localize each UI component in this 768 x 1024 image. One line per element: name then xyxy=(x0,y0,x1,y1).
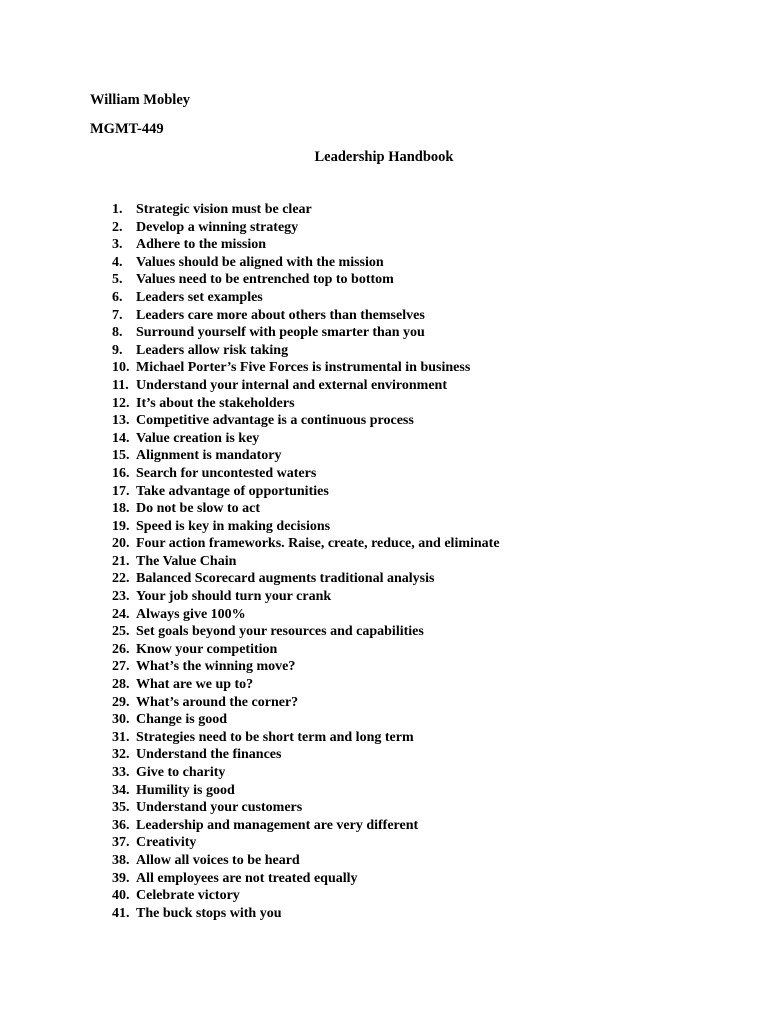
list-item-text: Humility is good xyxy=(136,782,235,798)
list-item xyxy=(112,289,500,307)
list-item-number: 23. xyxy=(112,589,130,605)
list-item xyxy=(112,236,500,254)
list-item xyxy=(112,887,500,905)
list-item xyxy=(112,342,500,360)
list-item-text: Know your competition xyxy=(136,641,278,657)
list-item-text: Understand your customers xyxy=(136,800,303,816)
list-item xyxy=(112,447,500,465)
list-item-number: 38. xyxy=(112,852,130,868)
list-item-number: 1. xyxy=(112,202,123,217)
page-title: Leadership Handbook xyxy=(314,149,454,165)
list-item-text: What’s around the corner? xyxy=(136,694,299,710)
list-item-text: The Value Chain xyxy=(136,553,237,569)
list-item xyxy=(112,412,500,430)
list-item-text: Speed is key in making decisions xyxy=(136,518,331,534)
list-item xyxy=(112,782,500,800)
list-item-number: 5. xyxy=(112,272,123,288)
list-item-number: 29. xyxy=(112,694,130,710)
list-item-text: Values should be aligned with the mission xyxy=(136,254,384,270)
list-item-text: Leadership and management are very different xyxy=(136,817,419,833)
list-item-number: 13. xyxy=(112,413,130,429)
list-item-text: It’s about the stakeholders xyxy=(136,395,295,411)
list-item-number: 27. xyxy=(112,659,130,675)
list-item-number: 39. xyxy=(112,870,130,886)
list-item xyxy=(112,606,500,624)
list-item-text: Leaders set examples xyxy=(136,289,263,305)
list-item xyxy=(112,201,500,219)
list-item xyxy=(112,570,500,588)
list-item xyxy=(112,694,500,712)
list-item-text: Competitive advantage is a continuous process xyxy=(136,413,414,429)
list-item-number: 18. xyxy=(112,501,130,517)
list-item-text: Alignment is mandatory xyxy=(136,448,282,464)
list-item xyxy=(112,307,500,325)
list-item-number: 35. xyxy=(112,800,130,816)
list-item-number: 41. xyxy=(112,905,130,921)
list-item xyxy=(112,377,500,395)
list-item xyxy=(112,905,500,923)
list-item-text: Always give 100% xyxy=(136,606,246,622)
list-item-text: Leaders care more about others than themselves xyxy=(136,307,425,323)
list-item xyxy=(112,676,500,694)
list-item-number: 17. xyxy=(112,483,130,499)
author-name: William Mobley xyxy=(90,92,191,108)
list-item xyxy=(112,483,500,501)
list-item-number: 15. xyxy=(112,448,130,464)
list-item-number: 6. xyxy=(112,289,123,305)
list-item-text: Search for uncontested waters xyxy=(136,465,317,481)
list-item xyxy=(112,535,500,553)
list-item xyxy=(112,254,500,272)
list-item-number: 24. xyxy=(112,606,130,622)
list-item-number: 4. xyxy=(112,254,123,270)
list-item-number: 16. xyxy=(112,465,130,481)
list-item-number: 8. xyxy=(112,325,123,341)
list-item-number: 9. xyxy=(112,342,123,358)
list-item-text: Adhere to the mission xyxy=(136,237,267,253)
list-item xyxy=(112,430,500,448)
list-item xyxy=(112,588,500,606)
list-item-number: 25. xyxy=(112,624,130,640)
list-item xyxy=(112,553,500,571)
list-item-text: Take advantage of opportunities xyxy=(136,483,329,499)
list-item-number: 19. xyxy=(112,518,130,534)
list-item-text: What are we up to? xyxy=(136,677,254,693)
list-item xyxy=(112,395,500,413)
list-item-text: Leaders allow risk taking xyxy=(136,342,289,358)
list-item-text: Allow all voices to be heard xyxy=(136,852,300,868)
list-item-text: Give to charity xyxy=(136,765,226,780)
list-item-text: Celebrate victory xyxy=(136,888,240,904)
list-item xyxy=(112,219,500,237)
list-item-number: 2. xyxy=(112,219,123,235)
list-item xyxy=(112,817,500,835)
list-item-number: 40. xyxy=(112,888,130,904)
list-item xyxy=(112,658,500,676)
list-item-number: 26. xyxy=(112,641,130,657)
list-item-text: Strategic vision must be clear xyxy=(136,202,312,217)
list-item-number: 21. xyxy=(112,553,130,569)
list-item-number: 10. xyxy=(112,360,130,376)
list-item xyxy=(112,834,500,852)
list-item-text: All employees are not treated equally xyxy=(136,870,358,886)
numbered-list xyxy=(112,201,500,922)
list-item-text: Balanced Scorecard augments traditional analysis xyxy=(136,571,435,587)
list-item-number: 7. xyxy=(112,307,123,323)
list-item-text: What’s the winning move? xyxy=(136,659,296,675)
list-item-number: 36. xyxy=(112,817,130,833)
list-item-number: 30. xyxy=(112,712,130,728)
list-item-text: The buck stops with you xyxy=(136,905,282,921)
list-item-text: Do not be slow to act xyxy=(136,501,261,517)
list-item-number: 12. xyxy=(112,395,130,411)
list-item-text: Develop a winning strategy xyxy=(136,219,299,235)
list-item-text: Understand the finances xyxy=(136,747,282,763)
list-item xyxy=(112,465,500,483)
list-item xyxy=(112,623,500,641)
list-item-text: Values need to be entrenched top to bottom xyxy=(136,272,394,288)
list-item-text: Surround yourself with people smarter than you xyxy=(136,325,425,341)
list-item-number: 32. xyxy=(112,747,130,763)
list-item xyxy=(112,764,500,782)
course-code: MGMT-449 xyxy=(90,121,164,137)
list-item xyxy=(112,711,500,729)
list-item xyxy=(112,799,500,817)
list-item xyxy=(112,641,500,659)
list-item-text: Change is good xyxy=(136,712,228,728)
list-item-number: 14. xyxy=(112,430,130,446)
list-item xyxy=(112,746,500,764)
list-item xyxy=(112,518,500,536)
list-item xyxy=(112,271,500,289)
list-item-number: 31. xyxy=(112,729,130,745)
list-item xyxy=(112,870,500,888)
list-item xyxy=(112,500,500,518)
list-item-text: Strategies need to be short term and long term xyxy=(136,729,414,745)
list-item xyxy=(112,324,500,342)
list-item-number: 34. xyxy=(112,782,130,798)
list-item-number: 22. xyxy=(112,571,130,587)
list-item-text: Value creation is key xyxy=(136,430,260,446)
list-item-text: Michael Porter’s Five Forces is instrumental in business xyxy=(136,360,471,376)
list-item-text: Understand your internal and external environment xyxy=(136,377,447,393)
list-item-text: Four action frameworks. Raise, create, reduce, and eliminate xyxy=(136,536,500,552)
list-item-number: 33. xyxy=(112,765,130,780)
list-item-number: 37. xyxy=(112,835,130,851)
list-item-number: 11. xyxy=(112,377,129,393)
list-item-number: 20. xyxy=(112,536,130,552)
list-item-text: Your job should turn your crank xyxy=(136,589,332,605)
list-item-number: 3. xyxy=(112,237,123,253)
list-item xyxy=(112,852,500,870)
list-item-text: Creativity xyxy=(136,835,197,851)
list-item-text: Set goals beyond your resources and capabilities xyxy=(136,624,424,640)
list-item xyxy=(112,359,500,377)
list-item xyxy=(112,729,500,747)
list-item-number: 28. xyxy=(112,677,130,693)
